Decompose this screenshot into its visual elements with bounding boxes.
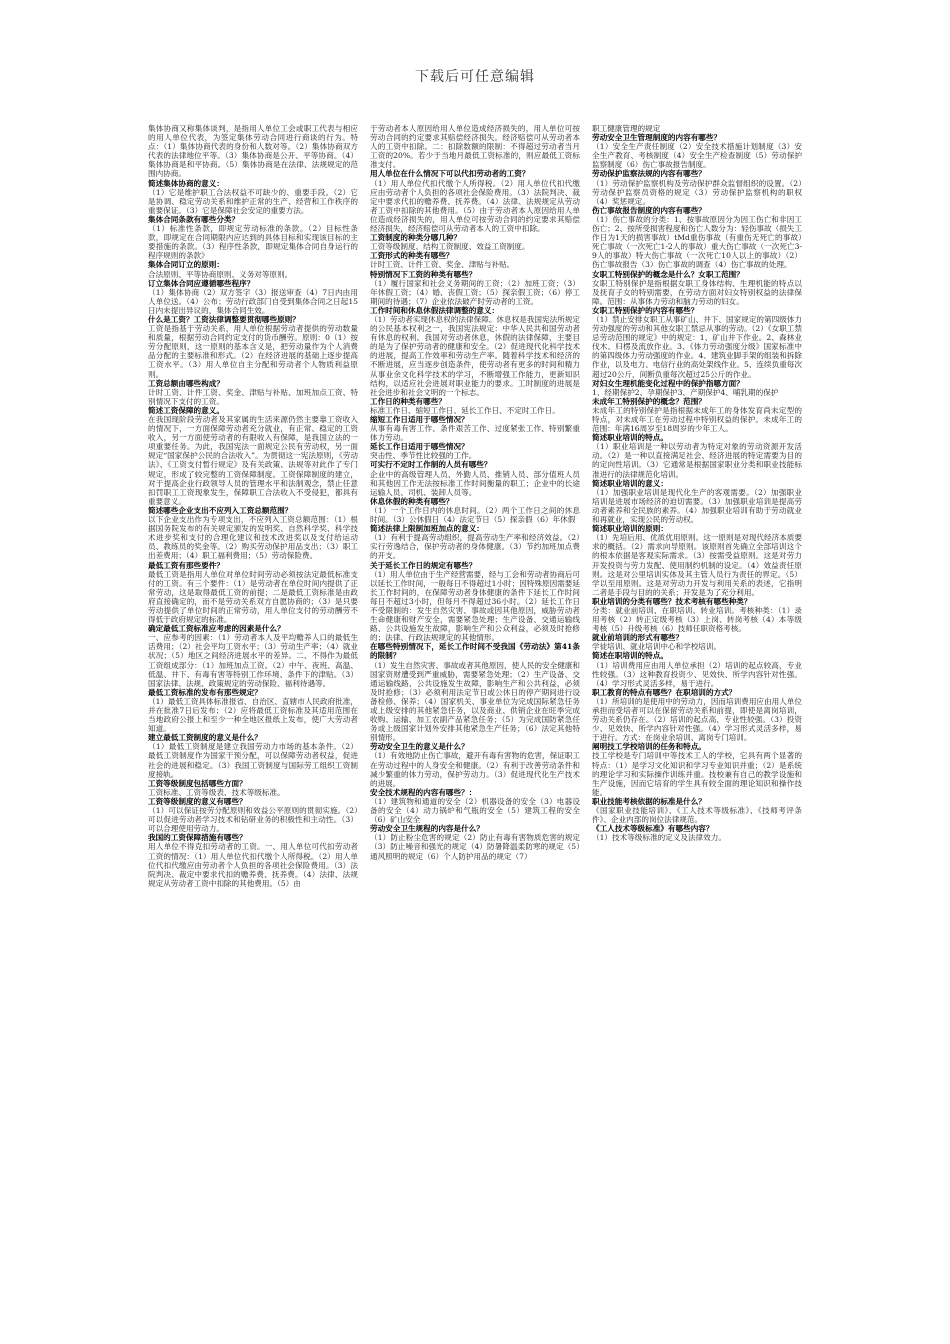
- text-columns: [148, 124, 802, 1320]
- section-heading: 劳动安全卫生规程的内容是什么？: [370, 824, 484, 834]
- body-paragraph: （1）最低工资具体标准报省、自治区、直辖市人民政府批准，并在批准7日后发布；（2）应将最低工资标准及其适用范围在当地政府公报上和至少一种全地区报纸上发布，使广大劳动者知道。: [148, 696, 358, 734]
- body-paragraph: 女职工特别保护是指根据女职工身体结构、生理机能的特点以及抚育子女的特别需要，在劳动方面对妇女特别权益的法律保障。范围：从事体力劳动和脑力劳动的妇女。: [592, 278, 802, 306]
- section-heading: 工资形式的种类有哪些？: [370, 251, 454, 261]
- section-heading: 对妇女生理机能变化过程中的保护指哪方面？: [592, 378, 744, 388]
- body-paragraph: 技工学校是专门培训中等技术工人的学校，它具有两个显著的特点：（1）是学习文化知识和学习专业知识并重；（2）是系统的理论学习和实际操作训练并重。技校兼有自己的教学设施和生产设施，因而它培育的学生具有较全面的理论知识和操作技能。: [592, 751, 802, 797]
- body-paragraph: 工资标准、工资等级表、技术等级标准。: [148, 787, 285, 797]
- section-heading: 我国的工资保障措施有哪些？: [148, 833, 247, 843]
- body-paragraph: 未成年工的特别保护是指根据未成年工的身体发育尚未定型的特点，对未成年工在劳动过程中特别权益的保护。未成年工的范围：年满16周岁至18周岁的少年工人。: [592, 405, 802, 434]
- section-heading: 阐明技工学校培训的任务和特点。: [592, 742, 706, 752]
- section-heading: 《工人技术等级标准》有哪些内容？: [592, 824, 714, 834]
- section-heading: 职工教育的特点有哪些？在职培训的方式？: [592, 687, 737, 697]
- body-paragraph: （1）防止粉尘危害的规定（2）防止有毒有害物质危害的规定（3）防止噪音和强光的规定（4）防暑降温柔防寒的规定（5）通风照明的规定（6）个人防护用品的规定（7）: [370, 833, 580, 861]
- body-paragraph: 计时工资、计件工资、奖金、津贴与补贴、加班加点工资、特别情况下支付的工资。: [148, 387, 358, 406]
- section-heading: 订立集体合同应遵循哪些程序？: [148, 278, 255, 288]
- section-heading: 简述在职培训的特点。: [592, 651, 668, 661]
- column-3: [592, 124, 802, 1320]
- body-paragraph: （1）劳动者实现休息权的法律保障。休息权是我国宪法所规定的公民基本权利之一，我国宪法规定：中华人民共和国劳动者有休息的权利。我国对劳动者休息，休假的法律保障，主要目的是为了保护劳动者的健康和安全。（2）促进现代化科学技术的进展，提高工作效率和劳动生产率。随着科学技术和经济的不断进展，应当逐步创造条件，使劳动者有更多的时间和精力从事业余文化科学技术的学习，不断增强工作能力，更新知识结构，以适应社会进展对职业能力的要求。工时制度的进展是社会进步和社会文明的一个标志。: [370, 314, 580, 397]
- section-heading: 特别情况下工资的种类有哪些？: [370, 269, 477, 279]
- section-heading: 工资等级制度的意义有哪些？: [148, 796, 247, 806]
- body-paragraph: 1、经期保护2、孕期保护3、产期保护4、哺乳期的保护: [592, 387, 779, 397]
- body-paragraph: （1）发生自然灾害、事故或者其他原因，使人民的安全健康和国家资财遭受到严重威胁，需要紧急处理；（2）生产设备、交通运输线路、公共设施发生故障，影响生产和公共利益，必须及时抢修；（3）必须利用法定节日或公休日的停产期间进行设备检修、保养；（4）国家机关、事业单位为完成国际紧急任务或上级安排的其他紧急任务，以及商业、供销企业在旺季完成收购、运输、加工农副产品紧急任务；（5）为完成国防紧急任务或上级国家计划外安排其他紧急生产任务；（6）法定其他特别情形。: [370, 660, 580, 743]
- section-heading: 未成年工特别保护的概念？范围？: [592, 396, 706, 406]
- section-heading: 用人单位在什么情况下可以代扣劳动者的工资？: [370, 169, 530, 179]
- body-paragraph: 分类：就业前培训、在职培训、转业培训。考核种类：（1）录用考核（2）转正定级考核（3）上岗、转岗考核（4）本等级考核（5）升级考核（6）技师任职资格考核。: [592, 605, 802, 634]
- section-heading: 就业前培训的形式有哪些？: [592, 633, 684, 643]
- body-paragraph: 工资等级制度、结构工资制度、效益工资制度。: [370, 242, 530, 252]
- section-heading: 简述法律上限制加班加点的意义：: [370, 524, 484, 534]
- body-paragraph: （1）有利于提高劳动组织，提高劳动生产率和经济效益。（2）实行劳逸结合，保护劳动者的身体健康。（3）节约加班加点费的开支。: [370, 533, 580, 561]
- section-heading: 最低工资有那些要件？: [148, 560, 224, 570]
- section-heading: 简述职业培训的意义：: [592, 478, 668, 488]
- body-paragraph: （1）建筑物和通道的安全（2）机器设备的安全（3）电器设备的安全（4）动力锅炉和气瓶的安全（5）建筑工程的安全（6）矿山安全: [370, 796, 580, 825]
- section-heading: 工资等级制度包括哪些方面？: [148, 778, 247, 788]
- section-heading: 简述哪些企业支出不应列入工资总额范围？: [148, 505, 293, 515]
- body-paragraph: 集体协商又称集体谈判，是指用人单位工会或职工代表与相应的用人单位代表，为签定集体劳动合同进行商谈的行为。特点：（1）集体协商代表的身份和人数对等。（2）集体协商双方代表的法律地位平等。（3）集体协商是公开、平等协商。（4）集体协商是和平协商。（5）集体协商是在法律、法规规定的范围内协商。: [148, 124, 358, 179]
- body-paragraph: （1）最低工资制度是建立我国劳动力市场的基本条件。（2）最低工资制度作为国家干预分配，可以保障劳动者权益，促进社会的进展和稳定。（3）我国工资制度与国际劳工组织工资制度接轨。: [148, 742, 358, 779]
- body-paragraph: 标准工作日、缩短工作日、延长工作日、不定时工作日。: [370, 405, 560, 415]
- body-paragraph: 以下企业支出作为专项支出，不应列入工资总额范围：（1）根据国务院发布的有关规定颁发的发明奖、自然科学奖、科学技术进步奖和支付的合理化建议和技术改进奖以及支付给运动员、教练员的奖金等。（2）购买劳动保护用品支出；（3）职工出差费用；（4）职工福利费用；（5）劳动保险费。: [148, 515, 358, 561]
- section-heading: 简述集体协商的意义：: [148, 178, 224, 188]
- body-paragraph: 突击性、季节性比较强的工作。: [370, 451, 477, 461]
- body-paragraph: （1）用人单位代扣代缴个人所得税。（2）用人单位代扣代缴应由劳动者个人负担的各项社会保险费用。（3）法院判决、裁定中要求代扣的赡养费、抚养费。（4）法律、法规规定从劳动者工资中扣除的其他费用。（5）由于劳动者本人原因给用人单位造成经济损失的，用人单位可按劳动合同的约定要求其赔偿经济损失，经济赔偿可从劳动者本人的工资中扣除。: [370, 178, 580, 234]
- body-paragraph: （1）劳动保护监察机构及劳动保护群众监督组织的设置。（2）劳动保护监察员资格的规定（3）劳动保护监察机构的职权（4）奖惩规定。: [592, 178, 802, 206]
- body-paragraph: （1）技术等级标准的定义及法律效力。: [592, 833, 726, 843]
- section-heading: 劳动安全卫生的意义是什么？: [370, 742, 469, 752]
- section-heading: 工作时间和休息休假法律调整的意义：: [370, 305, 500, 315]
- body-paragraph: 用人单位不得克扣劳动者的工资。一、用人单位可代扣劳动者工资的情况：（1）用人单位代扣代缴个人所得税。（2）用人单位代扣代缴应由劳动者个人负担的各项社会保险费用。（3）法院判决、裁定中要求代扣的赡养费、抚养费。（4）法律、法规规定从劳动者工资中扣除的其他费用。（5）由: [148, 842, 358, 888]
- body-paragraph: 最低工资是指用人单位对单位时间劳动必须按法定最低标准支付的工资。有三个要件：（1）是劳动者在单位时间内提供了正常劳动，这是取得最低工资的前提；二是最低工资标准是由政府直接确定的，而不是劳动关系双方自愿协商的；（3）是只要劳动提供了单位时间的正常劳动，用人单位支付的劳动酬劳不得低于政府规定的标准。: [148, 569, 358, 625]
- body-paragraph: （1）可以保证按劳分配原则和效益公平原则的贯彻实施。（2）可以促进劳动者学习技术和钻研业务的积极性和主动性。（3）可以合理使用劳动力。: [148, 806, 358, 834]
- body-paragraph: 于劳动者本人原因给用人单位造成经济损失的，用人单位可按劳动合同的约定要求其赔偿经济损失。经济赔偿可从劳动者本人的工资中扣除。二：扣除数额的限制：不得超过劳动者当月工资的20%。若少于当地月最低工资标准的，则应最低工资标准支付。: [370, 124, 580, 170]
- section-heading: 最低工资标准的发布有那些规定？: [148, 687, 262, 697]
- section-heading: 缩短工作日适用于哪些情况？: [370, 415, 469, 424]
- body-paragraph: 从事有毒有害工作、条件艰苦工作、过度紧张工作、特别繁重体力劳动。: [370, 424, 580, 443]
- section-heading: 简述职业培训的特点。: [592, 433, 668, 443]
- body-paragraph: （1）集体协商（2）双方签字（3）报送审查（4）7日内由用人单位送。（4）公布；劳动行政部门自受到集体合同之日起15日内未提出异议的，集体合同生效。: [148, 287, 358, 315]
- section-heading: 工资制度的种类分哪几种？: [370, 233, 462, 243]
- body-paragraph: （1）安全生产责任制度（2）安全技术措施计划制度（3）安全生产教育、考核制度（4）安全生产检查制度（5）劳动保护监察制度（6）伤亡事故报告制度。: [592, 142, 802, 170]
- section-heading: 女职工特别保护的概念是什么？女职工范围？: [592, 269, 744, 279]
- section-heading: 集体合同订立的原则：: [148, 260, 224, 270]
- body-paragraph: （1）一个工作日内的休息时间。（2）两个工作日之间的休息时间。（3）公休假日（4）法定节日（5）探亲假（6）年休假: [370, 505, 580, 525]
- body-paragraph: （1）履行国家和社会义务期间的工资；（2）加班工资；（3）年休假工资；（4）婚、丧假工资；（5）探亲假工资；（6）停工期间的待遇；（7）企业依法破产时劳动者的工资。: [370, 278, 580, 306]
- body-paragraph: 《国家职业技能培训》、《工人技术等级标准》、《技师考评条件》、企业内部的岗位法律规范。: [592, 806, 802, 825]
- section-heading: 集体合同条款有哪些分类？: [148, 214, 240, 224]
- body-paragraph: 合法原则、平等协商原则、义务对等原则。: [148, 269, 293, 279]
- body-paragraph: （1）用人单位由于生产经营需要，经与工会和劳动者协商后可以延长工作时间，一般每日不得超过1小时；因特殊原因需要延长工作时间的，在保障劳动者身体健康的条件下延长工作时间每日不超过3小时，但每月不得超过36小时。（2）延长工作日不受限制的：发生自然灾害、事故或因其他原因，威胁劳动者生命健康和财产安全，需要紧急处理；生产设备、交通运输线路、公共设施发生故障，影响生产和公众利益，必须及时抢修的；法律、行政法规规定的其他情形。: [370, 569, 580, 643]
- section-heading: 休息休假的种类有哪些？: [370, 496, 454, 506]
- section-heading: 延长工作日适用于哪些情况？: [370, 442, 469, 452]
- section-heading: 可实行不定时工作制的人员有哪些？: [370, 460, 492, 470]
- body-paragraph: （1）加强职业培训是现代化生产的客观需要。（2）加强职业培训是进展市场经济的迫切需要。（3）加强职业培训是提高劳动者素养和全民族的素养。（4）加强职业培训有助于劳动就业和再就业，实现公民的劳动权。: [592, 487, 802, 525]
- section-heading: 职业技能考核依据的标准是什么？: [592, 796, 706, 806]
- page-header: 下载后可任意编辑: [415, 69, 535, 85]
- body-paragraph: （1）标准性条款，即规定劳动标准的条款。（2）目标性条款，即规定在合同期限内应达到的具体目标和实现该目标的主要措施的条款。（3）程序性条款，即规定集体合同自身运行的程序规则的条款》: [148, 224, 358, 261]
- section-heading: 建立最低工资制度的意义是什么？: [148, 733, 262, 743]
- section-heading: 劳动安全卫生管理制度的内容有哪些？: [592, 133, 722, 143]
- body-paragraph: （1）禁止安排女职工从事矿山、井下、国家规定的第四级体力劳动强度的劳动和其他女职工禁忌从事的劳动。（2）《女职工禁忌劳动范围的规定》中的规定：1、矿山井下作业。2、森林业伐木、归楞及流放作业。3、《体力劳动强度分级》国家标准中的第四级体力劳动强度的作业。4、建筑业脚手架的组装和拆除作业，以及电力、电信行业的高处架线作业。5、连续负重每次超过20公斤，间断负重每次超过25公斤的作业。: [592, 314, 802, 379]
- column-2: [370, 124, 580, 1320]
- section-heading: 简述工资保障的意义。: [148, 405, 224, 415]
- body-paragraph: （1）职业培训是一种以劳动者为特定对象的劳动资源开发活动。（2）是一种以直接满足社会、经济进展的特定需要为目的的定向性培训。（3）它通常是根据国家职业分类和职业技能标准进行的法律规范化培训。: [592, 442, 802, 479]
- body-paragraph: （1）先培后用、优质优用原则。这一原则是对现代经济本质要求的概括。（2）需求向导原则。该原则首先确立全部培训这个的根本依据是客观实际需求。（3）按需受益原则。这是对劳力开发投资与劳力发配、使用制约机制的设定。（4）效益责任原则。这是对公里培训实体及其主管人员行为责任的界定。（5）学以至用原则。这是对劳动力开发与利用关系的表述，它指明二者是手段与目的的关系；开发是为了充分利用。: [592, 533, 802, 597]
- body-paragraph: 计时工资、计件工资、奖金、津贴与补贴。: [370, 260, 515, 270]
- body-paragraph: 在我国现阶段劳动者及其家属的生活来源仍然主要靠工资收入的情况下，一方面保障劳动者充分就业，有正常、稳定的工资收入，另一方面使劳动者的有限收入有保障，是我国立法的一项重要任务。为此，我国宪法一面规定公民有劳动权，另一面规定“国家保护公民的合法收入”。为贯彻这一宪法原则，《劳动法》、《工资支付暂行规定》及有关政策、法规等对此作了专门规定，形成了较完整的工资保障制度。工资保障制度的建立，对于提高企业行政领导人员的管理水平和法制观念，禁止任意扣罚职工工资现象发生，保障职工合法收入不受侵犯，都具有重要意义。: [148, 415, 358, 506]
- body-paragraph: 学徒培训、就业培训中心和学校培训。: [592, 642, 722, 652]
- body-paragraph: （1）有效地防止伤亡事故，避开有毒有害物的危害，保证职工在劳动过程中的人身安全和健康。（2）有利于改善劳动条件和减少繁重的体力劳动，保护劳动力。（3）促进现代化生产技术的进展。: [370, 751, 580, 788]
- section-heading: 简述职业培训的原则：: [592, 524, 668, 534]
- section-heading: 职业培训的分类有哪些？技术考核有哪些种类？: [592, 596, 752, 606]
- section-heading: 在哪些特别情况下，延长工作时间不受我国《劳动法》第41条的限制？: [370, 642, 580, 661]
- section-heading: 劳动保护监察法规的内容有哪些？: [592, 169, 706, 179]
- body-paragraph: 职工健康管理的规定: [592, 124, 661, 133]
- body-paragraph: （1）伤亡事故的分类：1、按事故原因分为因工伤亡和非因工伤亡；2、按所受损害程度和伤亡人数分为：轻伤事故（损失工作日为1天的损害事故）tMd重伤事故（有重伤无死亡的事故）死亡事故（一次死亡1-2人的事故）重大伤亡事故（一次死亡3-9人的事故）特大伤亡事故（一次死亡10人以上的事故）（2）伤亡事故报告（3）伤亡事故的调查（4）伤亡事故的处理。: [592, 214, 802, 270]
- section-heading: 关于延长工作日的规定有哪些？: [370, 560, 477, 570]
- body-paragraph: 企业中的高级管理人员、外勤人员、推销人员、部分值班人员和其他因工作无法按标准工作时间衡量的职工；企业中的长途运输人员、司机、装卸人员等。: [370, 469, 580, 497]
- body-paragraph: （1）培训费用应由用人单位承担（2）培训的起点较高，专业性较强。（3）这种教育投资少、见效快、所学内容针对性强。（4）学习形式灵活多样，易于进行。: [592, 660, 802, 688]
- section-heading: 确定最低工资标准应考虑的因素是什么？: [148, 624, 285, 634]
- section-heading: 什么是工资？工资法律调整要贯彻哪些原则？: [148, 314, 300, 324]
- section-heading: 安全技术规程的内容有哪些？：: [370, 787, 477, 797]
- body-paragraph: 工资是指基于劳动关系，用人单位根据劳动者提供的劳动数量和质量，根据劳动合同约定支付的货币酬劳。原则：0（1）按劳分配原则，这一原则的基本含义是，把劳动量作为个人消费品分配的主要标准和形式。（2）在经济进展的基础上逐步提高工资水平。（3）用人单位自主分配和劳动者个人物质利益原则。: [148, 324, 358, 379]
- section-heading: 女职工特别保护的内容有哪些？: [592, 305, 699, 315]
- column-1: [148, 124, 358, 1320]
- body-paragraph: （1）它是维护职工合法权益不可缺少的、重要手段。（2）它是协调、稳定劳动关系和维护正常的生产、经营和工作秩序的重要保证。（3）它是保障社会安定的重要方法。: [148, 187, 358, 215]
- body-paragraph: 一、应参考的因素：（1）劳动者本人及平均赡养人口的最低生活费用；（2）社会平均工资水平；（3）劳动生产率；（4）就业状况；（5）地区之间经济进展水平的差异。二、不得作为最低工资组成部分：（1）加班加点工资。（2）中午、夜班、高温、低温、井下、有毒有害等特别工作环境、条件下的津贴。（3）国家法律、法规、政策规定的劳动保险、福利待遇等。: [148, 633, 358, 688]
- section-heading: 工资总额由哪些构成？: [148, 378, 224, 388]
- section-heading: 工作日的种类有哪些？: [370, 396, 446, 406]
- body-paragraph: （1）所培训的是使用中的劳动力，因而培训费用应由用人单位承担而受培者可以在保留劳动关系和前提，即使是离岗培训，劳动关系仍存在。（2）培训的起点高、专业性较强。（3）投资少、见效快、所学内容针对性强。（4）学习形式灵活多样，易于进行。方式：在岗业余培训、离岗专门培训。: [592, 696, 802, 743]
- section-heading: 伤亡事故报告制度的内容有哪些？: [592, 205, 706, 215]
